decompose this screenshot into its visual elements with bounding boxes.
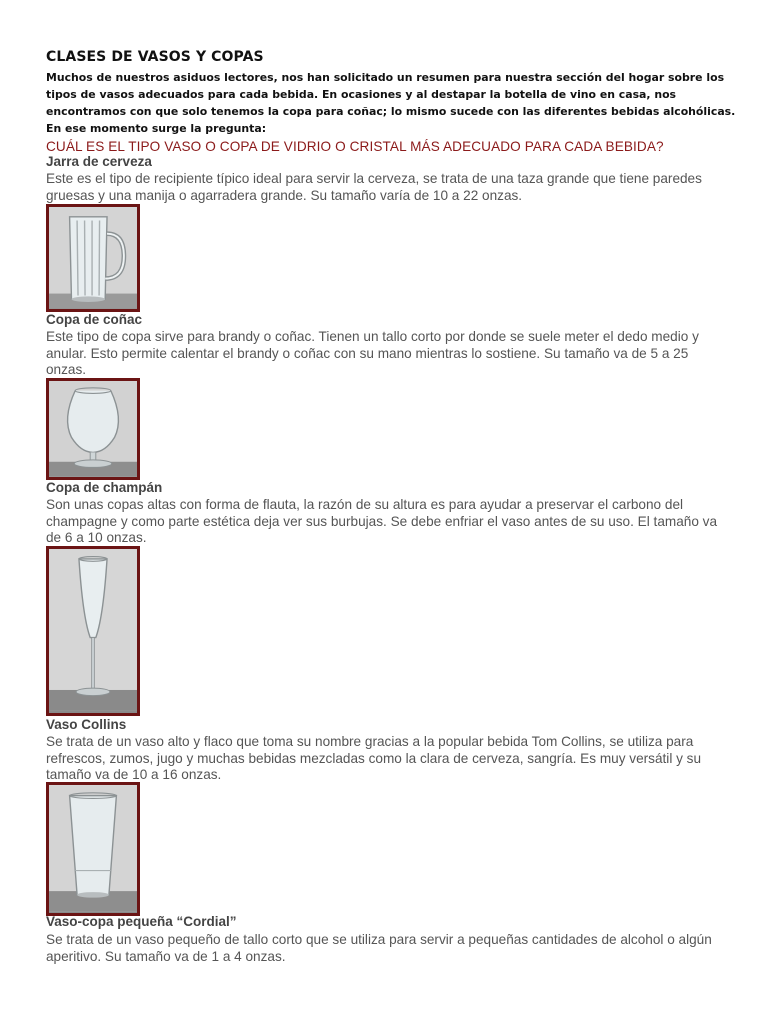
entry-description-copa-de-champan: Son unas copas altas con forma de flauta, la razón de su altura es para ayudar a preservar el carbono del champagne y como parte estética deja ver sus burbujas. Se debe enfriar el vaso antes de su uso. El tamaño va de 6 a 10 onzas. [46, 497, 718, 545]
entry-description-jarra-de-cerveza: Este es el tipo de recipiente típico ideal para servir la cerveza, se trata de una taza grande que tiene paredes gruesas y una manija o agarradera grande. Su tamaño varía de 10 a 22 onzas. [46, 171, 702, 203]
entry-title-vaso-copa-cordial: Vaso-copa pequeña “Cordial” [46, 914, 237, 929]
collins-glass-photo [46, 782, 140, 916]
entry-title-jarra-de-cerveza: Jarra de cerveza [46, 154, 152, 169]
collins-glass-icon [49, 785, 137, 913]
entry-title-vaso-collins: Vaso Collins [46, 717, 127, 732]
entry-title-copa-de-champan: Copa de champán [46, 480, 163, 495]
intro-paragraph: Muchos de nuestros asiduos lectores, nos han solicitado un resumen para nuestra sección del hogar sobre los tipos de vasos adecuados para cada bebida. En ocasiones y al destapar la botella de vino en casa, nos encontramos con que solo tenemos la copa para coñac; lo mismo sucede con las diferentes bebidas alcohólicas. En ese momento surge la pregunta: [46, 71, 736, 135]
entry-description-vaso-collins: Se trata de un vaso alto y flaco que toma su nombre gracias a la popular bebida Tom Collins, se utiliza para refrescos, zumos, jugo y muchas bebidas mezcladas como la clara de cerveza, sangría. Es muy versátil y su tamaño va de 10 a 16 onzas. [46, 734, 702, 782]
champagne-flute-photo [46, 546, 140, 716]
cognac-glass-photo [46, 378, 140, 480]
document-title: CLASES DE VASOS Y COPAS [46, 49, 264, 65]
beer-mug-icon [49, 207, 137, 309]
entry-description-copa-de-conac: Este tipo de copa sirve para brandy o coñac. Tienen un tallo corto por donde se suele meter el dedo medio y anular. Esto permite calentar el brandy o coñac con su mano mientras lo sostiene. Su tamaño va de 5 a 25 onzas. [46, 329, 699, 377]
question-heading: CUÁL ES EL TIPO VASO O COPA DE VIDRIO O CRISTAL MÁS ADECUADO PARA CADA BEBIDA? [46, 139, 664, 154]
champagne-flute-icon [49, 549, 137, 713]
entry-description-vaso-copa-cordial: Se trata de un vaso pequeño de tallo corto que se utiliza para servir a pequeñas cantidades de alcohol o algún aperitivo. Su tamaño va de 1 a 4 onzas. [46, 932, 712, 964]
cognac-glass-icon [49, 381, 137, 477]
entry-title-copa-de-conac: Copa de coñac [46, 312, 143, 327]
beer-mug-photo [46, 204, 140, 312]
